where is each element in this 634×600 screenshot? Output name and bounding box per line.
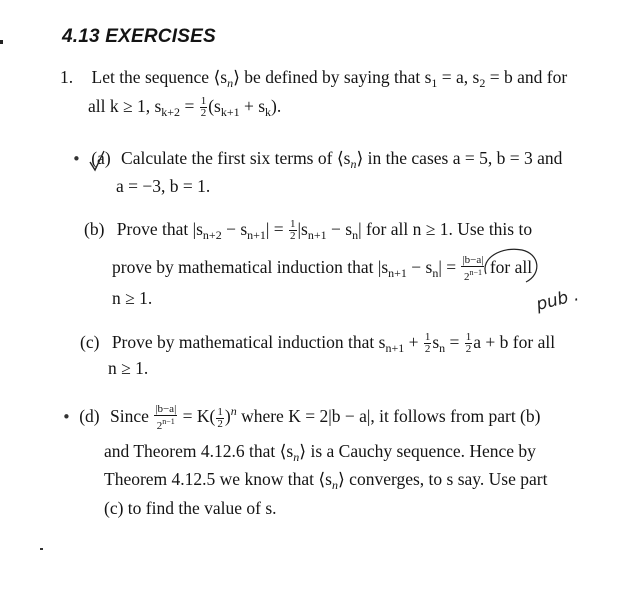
scan-artifact <box>40 548 43 550</box>
part-c-label: (c) <box>80 332 100 352</box>
part-b-line-2: prove by mathematical induction that $|s_{n+1} - s_n|$ = $\frac{|b-a|}{2^{n-1}}$ for all <box>112 254 533 283</box>
part-d-line-1: • (d) Since $\frac{|b-a|}{2^{n-1}}$ = K( $\frac{1}{2}$ )$^n$ where K = 2|b − a|, it follows from part (b) <box>62 403 541 432</box>
part-d-line-2: and Theorem 4.12.6 that $⟨s_n⟩$ is a Cauchy sequence. Hence by <box>104 441 536 464</box>
part-a-line-2: a = −3, b = 1. <box>116 176 211 196</box>
part-b-line-3: n ≥ 1. <box>112 288 153 308</box>
exercise-number: 1. <box>60 67 74 87</box>
exercise-1-line-1: 1. Let the sequence $⟨s_n⟩$ be defined by saying that $s_1 = a$, $s_2 = b$ and for <box>60 67 568 90</box>
part-a-label: (a) <box>91 148 111 168</box>
part-c-line-1: (c) Prove by mathematical induction that $s_{n+1}$ + $\frac{1}{2}$ $s_n$ = $\frac{1}{2}$ a + b for all <box>80 331 556 356</box>
part-d-line-4: (c) to find the value of s. <box>104 498 277 518</box>
circled-fraction: $\frac{|b-a|}{2^{n-1}}$ <box>462 254 484 283</box>
section-heading: 4.13 EXERCISES <box>62 26 216 47</box>
exercise-1-line-2: all k ≥ 1, $s_{k+2}$ = $\frac{1}{2}$ $(s_{k+1} + s_k)$. <box>88 95 282 120</box>
part-b-label: (b) <box>84 219 105 239</box>
fraction-one-half: $\frac{1}{2}$ <box>200 95 207 120</box>
scan-artifact <box>0 40 3 44</box>
bullet-mark: • <box>62 408 71 427</box>
check-mark-icon <box>88 148 111 174</box>
part-d-line-3: Theorem 4.12.5 we know that $⟨s_n⟩$ converges, to s say. Use part <box>104 469 548 492</box>
part-c-line-2: n ≥ 1. <box>108 358 149 378</box>
part-b-line-1: (b) Prove that $|s_{n+2} - s_{n+1}|$ = $\frac{1}{2}$ $|s_{n+1} - s_n|$ for all n ≥ 1. Use this to <box>84 218 533 243</box>
part-a-line-1: • (a) Calculate the first six terms of $⟨s_n⟩$ in the cases a = 5, b = 3 and <box>72 148 563 171</box>
handwritten-circle-annotation <box>478 244 548 294</box>
part-d-label: (d) <box>79 406 100 427</box>
bullet-mark: • <box>72 150 81 168</box>
handwritten-note: pub . <box>534 285 581 315</box>
